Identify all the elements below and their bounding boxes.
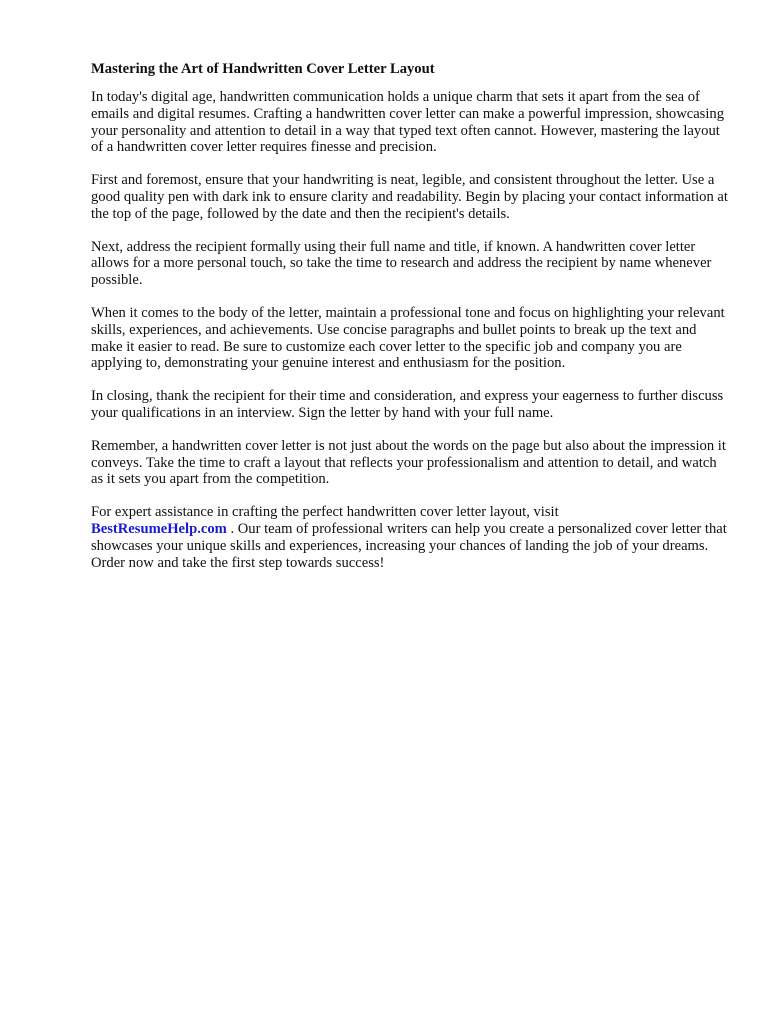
paragraph-remember: Remember, a handwritten cover letter is not just about the words on the page but also about the impression it conveys. Take the time to craft a layout that reflects your professionalism and attention to detail, and watch as it sets you apart from the competition. <box>91 437 726 488</box>
paragraph-closing-advice: In closing, thank the recipient for their time and consideration, and express your eagerness to further discuss your qualifications in an interview. Sign the letter by hand with your full name. <box>91 388 724 421</box>
bestresumehelp-link[interactable]: BestResumeHelp.com <box>91 520 227 537</box>
paragraph-body-of-letter: When it comes to the body of the letter, maintain a professional tone and focus on highlighting your relevant skills, experiences, and achievements. Use concise paragraphs and bullet points to break up the text and make it easier to read. Be sure to customize each cover letter to the specific job and company you are applying to, demonstrating your genuine interest and enthusiasm for the position. <box>91 304 725 372</box>
document-page <box>91 61 731 571</box>
paragraph-call-to-action <box>91 504 731 571</box>
cta-text-before-link: For expert assistance in crafting the perfect handwritten cover letter layout, visit <box>91 504 559 521</box>
paragraph-intro: In today's digital age, handwritten communication holds a unique charm that sets it apart from the sea of emails and digital resumes. Crafting a handwritten cover letter can make a powerful impression, showcasing your personality and attention to detail in a way that typed text often cannot. However, mastering the layout of a handwritten cover letter requires finesse and precision. <box>91 89 725 156</box>
paragraph-address-recipient: Next, address the recipient formally using their full name and title, if known. A handwritten cover letter allows for a more personal touch, so take the time to research and address the recipient by name whenever possible. <box>91 238 712 289</box>
cta-text-after-link: . Our team of professional writers can help you create a personalized cover letter that showcases your unique skills and experiences, increasing your chances of landing the job of your dreams. Order now and take the first step towards success! <box>91 520 727 571</box>
paragraph-handwriting: First and foremost, ensure that your handwriting is neat, legible, and consistent throughout the letter. Use a good quality pen with dark ink to ensure clarity and readability. Begin by placing your contact information at the top of the page, followed by the date and then the recipient's details. <box>91 172 728 222</box>
document-title: Mastering the Art of Handwritten Cover Letter Layout <box>91 61 435 77</box>
